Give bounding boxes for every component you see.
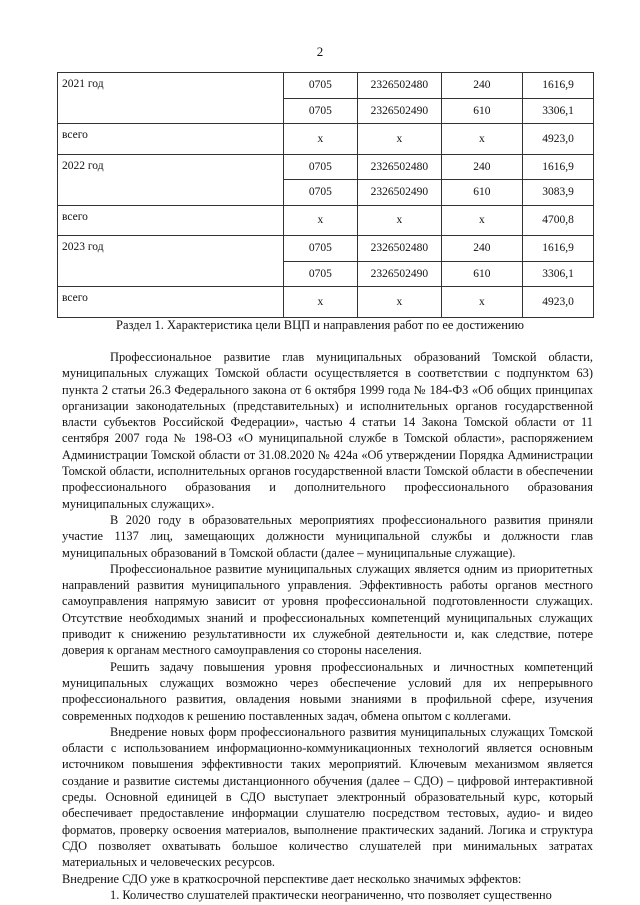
table-row	[58, 287, 594, 318]
table-cell: 3083,9	[523, 180, 594, 206]
paragraph: Внедрение СДО уже в краткосрочной перспективе дает несколько значимых эффектов:	[62, 871, 522, 886]
table-cell: x	[283, 287, 357, 318]
table-cell: 240	[441, 73, 522, 99]
row-label: 2022 год	[58, 154, 284, 205]
table-cell: 3306,1	[523, 98, 594, 124]
table-cell: 240	[441, 236, 522, 262]
row-label: 2023 год	[58, 236, 284, 287]
table-cell: 0705	[283, 98, 357, 124]
table-cell: x	[441, 287, 522, 318]
table-cell: x	[441, 205, 522, 236]
table-cell: x	[358, 124, 442, 155]
table-cell: x	[283, 124, 357, 155]
table-cell: 240	[441, 154, 522, 180]
table-row	[58, 124, 594, 155]
table-cell: 4923,0	[523, 287, 594, 318]
budget-table	[57, 72, 594, 318]
table-row	[58, 236, 594, 262]
table-cell: x	[283, 205, 357, 236]
table-cell: 1616,9	[523, 154, 594, 180]
table-cell: 1616,9	[523, 236, 594, 262]
table-cell: x	[441, 124, 522, 155]
table-row	[58, 73, 594, 99]
row-label: 2021 год	[58, 73, 284, 124]
row-label: всего	[58, 124, 284, 155]
table-cell: 2326502480	[358, 73, 442, 99]
table-cell: 4923,0	[523, 124, 594, 155]
table-row	[58, 205, 594, 236]
table-cell: 0705	[283, 154, 357, 180]
section-title: Раздел 1. Характеристика цели ВЦП и направления работ по ее достижению	[116, 318, 524, 332]
paragraph: Внедрение новых форм профессионального развития муниципальных служащих Томской области с использованием информационно-коммуникационных технологий является основным источником повышения эффективности таких мероприятий. Ключевым механизмом является создание и развитие системы дистанционного обучения (далее – СДО) – цифровой интерактивной среды. Основной единицей в СДО выступает электронный образовательный курс, который обеспечивает предоставление информации слушателю посредством тестовых, аудио- и видео форматов, проверку освоения материалов, выполнение практических заданий. Логика и структура СДО позволяет охватывать большое количество слушателей при минимальных затратах материальных и человеческих ресурсов.	[62, 724, 593, 870]
table-cell: 3306,1	[523, 261, 594, 287]
table-cell: 610	[441, 180, 522, 206]
table-cell: 0705	[283, 236, 357, 262]
table-cell: 0705	[283, 261, 357, 287]
paragraph: В 2020 году в образовательных мероприятиях профессионального развития приняли участие 1137 лиц, замещающих должности муниципальной службы и должности глав муниципальных образований в Томской области (далее – муниципальные служащие).	[62, 512, 593, 560]
table-cell: 4700,8	[523, 205, 594, 236]
table-cell: 2326502490	[358, 261, 442, 287]
table-cell: 1616,9	[523, 73, 594, 99]
paragraph: Профессиональное развитие глав муниципальных образований Томской области, муниципальных служащих Томской области осуществляется в соответствии с подпунктом 63) пункта 2 статьи 26.3 Федерального закона от 6 октября 1999 года № 184-ФЗ «Об общих принципах организации законодательных (представительных) и исполнительных органов государственной власти субъектов Российской Федерации», частью 4 статьи 14 Закона Томской области от 11 сентября 2007 года № 198-ОЗ «О муниципальной службе в Томской области», распоряжением Администрации Томской области от 31.08.2020 № 424а «Об утверждении Порядка Администрации Томской области, исполнительных органов государственной власти Томской области в обеспечении профессионального образования и дополнительного профессионального образования муниципальных служащих».	[62, 350, 593, 511]
table-cell: 2326502480	[358, 236, 442, 262]
page-number: 2	[316, 44, 324, 59]
row-label: всего	[58, 287, 284, 318]
paragraph: Профессиональное развитие муниципальных служащих является одним из приоритетных направлений развития муниципального управления. Эффективность работы органов местного самоуправления напрямую зависит от уровня профессиональной подготовленности служащих. Отсутствие необходимых знаний и профессиональных компетенций муниципальных служащих приводит к снижению результативности их служебной деятельности и, как следствие, потере доверия к органам местного самоуправления со стороны населения.	[62, 561, 593, 658]
paragraph: Решить задачу повышения уровня профессиональных и личностных компетенций муниципальных служащих возможно через обеспечение условий для их непрерывного профессионального развития, овладения новыми знаниями в профильной сфере, изучения современных подходов к решению поставленных задач, обмена опытом с коллегами.	[62, 659, 593, 723]
table-row	[58, 154, 594, 180]
table-cell: 0705	[283, 180, 357, 206]
table-cell: x	[358, 205, 442, 236]
table-cell: 610	[441, 261, 522, 287]
row-label: всего	[58, 205, 284, 236]
table-cell: 2326502480	[358, 154, 442, 180]
table-cell: 0705	[283, 73, 357, 99]
body-text	[62, 349, 593, 903]
table-cell: x	[358, 287, 442, 318]
table-cell: 2326502490	[358, 180, 442, 206]
table-cell: 2326502490	[358, 98, 442, 124]
table-cell: 610	[441, 98, 522, 124]
paragraph: 1. Количество слушателей практически неограниченно, что позволяет существенно	[110, 887, 552, 902]
